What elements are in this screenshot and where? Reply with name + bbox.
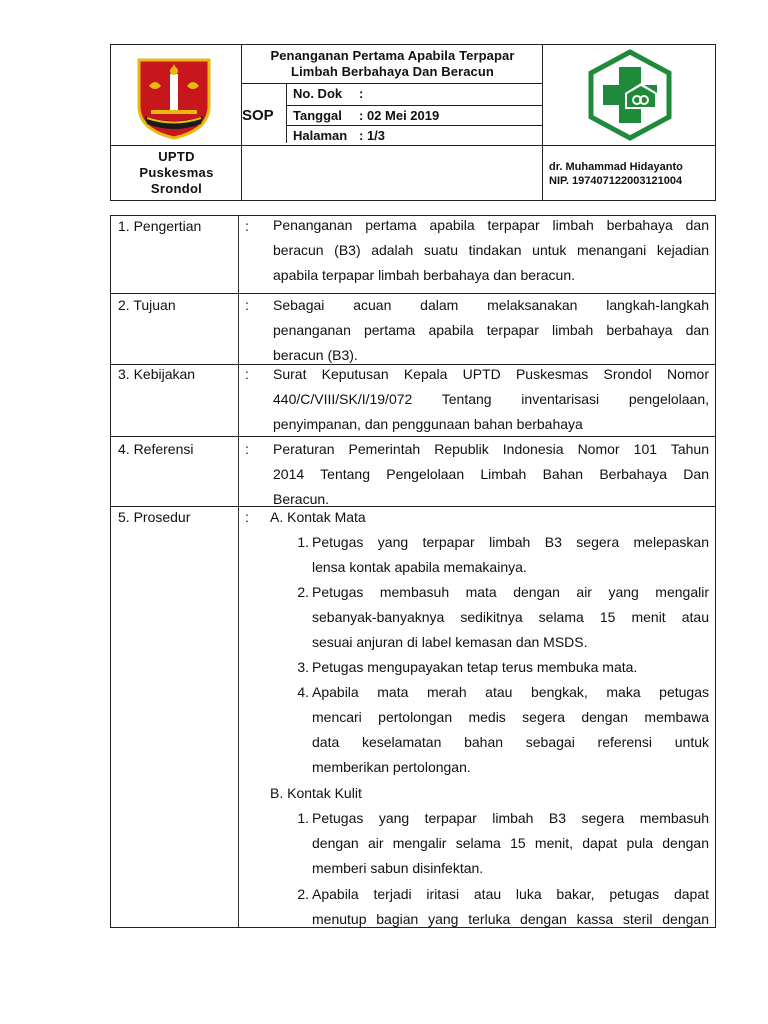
procedure-heading-b: B. Kontak Kulit	[270, 785, 362, 801]
section-label-tujuan: 2. Tujuan	[118, 297, 176, 313]
section-label-pengertian: 1. Pengertian	[118, 218, 202, 234]
section-text-tujuan: Sebagai acuan dalam melaksanakan langkah-langkah penanganan pertama apabila terpapar limbah berbahaya dan beracun (B3).	[273, 297, 709, 363]
section-label-kebijakan: 3. Kebijakan	[118, 366, 196, 382]
puskesmas-logo	[585, 49, 675, 141]
document-title: Penanganan Pertama Apabila Terpapar Limbah Berbahaya Dan Beracun	[270, 48, 515, 79]
table-bottom-border	[110, 927, 716, 928]
doc-page-field: Halaman : 1/3	[293, 128, 386, 143]
section-text-pengertian: Penanganan pertama apabila terpapar limbah berbahaya dan beracun (B3) adalah suatu tindakan untuk menangani kejadian apabila terpapar limbah berbahaya dan beracun.	[273, 217, 709, 283]
signer-block	[549, 160, 683, 188]
signer-nip: NIP. 197407122003121004	[549, 175, 683, 187]
sop-header-table	[110, 44, 716, 201]
section-text-referensi: Peraturan Pemerintah Republik Indonesia Nomor 101 Tahun 2014 Tentang Pengelolaan Limbah Bahan Berbahaya Dan Beracun.	[273, 441, 709, 507]
procedure-heading-a: A. Kontak Mata	[270, 509, 366, 525]
doc-number-field: No. Dok :	[293, 86, 364, 101]
signer-name: dr. Muhammad Hidayanto	[549, 161, 683, 173]
sop-label: SOP	[242, 107, 274, 124]
organization-name: UPTD Puskesmas Srondol	[139, 149, 214, 196]
section-text-kebijakan: Surat Keputusan Kepala UPTD Puskesmas Srondol Nomor 440/C/VIII/SK/I/19/072 Tentang inventarisasi pengelolaan, penyimpanan, dan penggunaan bahan berbahaya	[273, 366, 709, 432]
city-crest-logo	[135, 56, 213, 140]
doc-date-field: Tanggal : 02 Mei 2019	[293, 108, 440, 123]
section-label-prosedur: 5. Prosedur	[118, 509, 191, 525]
section-label-referensi: 4. Referensi	[118, 441, 194, 457]
sop-content-table: 1. Pengertian : Penanganan pertama apabila terpapar limbah berbahaya dan beracun (B3) adalah suatu tindakan untuk menangani kejadian apabila terpapar limbah berbahaya dan beracun. 2. Tujuan : Sebagai acuan dalam melaksanakan langkah-langkah penanganan pertama apabila terpapar limbah berbahaya dan beracun (B3). 3. Kebijakan : Surat Keputusan Kepala UPTD Puskesmas Srondol Nomor 440/C/VIII/SK/I/19/072 Tentang inventarisasi pengelolaan, penyimpanan, dan penggunaan bahan berbahaya 4. Referensi : Peraturan Pemerintah Republik Indonesia Nomor 101 Tahun 2014 Tentang Pengelolaan Limbah Bahan Berbahaya Dan Beracun. 5. Prosedur : A. Kontak Mata 1. Petugas yang terpapar limbah B3 segera melepaskan lensa kontak apabila memakainya. 2. Petugas membasuh mata dengan air yang mengalir sebanyak-banyaknya sedikitnya selama 15 menit atau sesuai anjuran di label kemasan dan MSDS. 3. Petugas mengupayakan tetap terus membuka mata. 4. Apabila mata merah atau bengkak, maka petugas mencari pertolongan medis segera dengan membawa data keselamatan bahan sebagai referensi untuk memberikan pertolongan. B. Kontak Kulit 1. Petugas yang terpapar limbah B3 segera membasuh dengan air mengalir selama 15 menit, dapat pula dengan memberi sabun disinfektan. 2. Apabila terjadi iritasi atau luka bakar, petugas dapat menutup bagian yang terluka dengan kassa steril dengan	[110, 215, 716, 928]
